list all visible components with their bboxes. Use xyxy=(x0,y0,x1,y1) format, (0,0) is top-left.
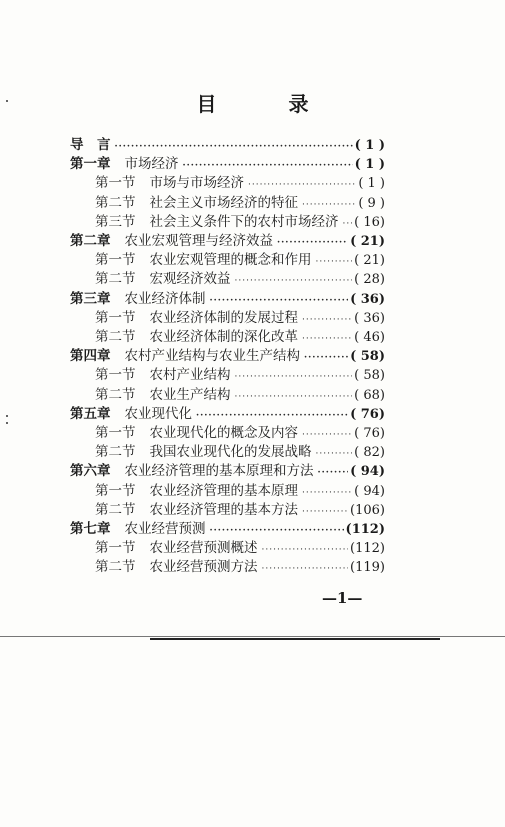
toc-entry-page: ( 16) xyxy=(354,214,385,230)
toc-entry-title: 我国农业现代化的发展战略 xyxy=(149,444,312,461)
toc-entry-page: (112) xyxy=(345,522,385,537)
toc-chapter-entry xyxy=(70,231,385,251)
toc-entry-title: 农业经营预测方法 xyxy=(149,559,258,576)
toc-entry-title: 社会主义条件下的农村市场经济 xyxy=(149,213,339,230)
toc-entry-page: ( 76) xyxy=(354,426,385,441)
toc-entry-page: ( 21) xyxy=(350,234,385,249)
toc-entry-label: 第一节 xyxy=(95,367,136,384)
toc-entry-title: 农业经济体制的深化改革 xyxy=(149,329,298,345)
page-number: —1— xyxy=(322,589,363,607)
toc-entry-label: 第一节 xyxy=(95,425,136,441)
toc-entry-label: 第六章 xyxy=(70,463,111,480)
toc-dot-leader xyxy=(262,559,349,579)
toc-entry-label: 第二章 xyxy=(70,233,111,249)
toc-entry-label: 第一节 xyxy=(95,309,136,326)
toc-entry-page: ( 36) xyxy=(354,310,385,326)
toc-entry-title: 农业经济管理的基本方法 xyxy=(149,501,298,518)
toc-entry-page: ( 94) xyxy=(354,483,385,499)
toc-entry-page: (106) xyxy=(350,502,385,518)
toc-entry-label: 导 言 xyxy=(70,137,111,153)
toc-entry-page: ( 94) xyxy=(350,464,385,480)
toc-entry-page: ( 28) xyxy=(354,272,385,288)
toc-entry-label: 第一节 xyxy=(95,252,136,269)
scan-speck xyxy=(6,422,8,424)
toc-entry-title: 农业生产结构 xyxy=(149,386,231,403)
toc-entry-label: 第三章 xyxy=(70,290,111,307)
bottom-rule-thin xyxy=(0,636,505,637)
toc-entry-label: 第二节 xyxy=(95,444,136,461)
toc-section-entry xyxy=(95,308,385,328)
toc-section-entry xyxy=(95,365,385,385)
toc-entry-page: ( 68) xyxy=(354,387,385,403)
toc-entry-label: 第四章 xyxy=(70,348,111,365)
toc-section-entry xyxy=(95,385,385,405)
toc-section-entry xyxy=(95,212,385,232)
toc-chapter-entry xyxy=(70,154,385,174)
toc-section-entry xyxy=(95,193,385,213)
toc-section-entry xyxy=(95,250,385,270)
toc-entry-title: 农业宏观管理的概念和作用 xyxy=(149,252,312,269)
toc-entry-title: 农业宏观管理与经济效益 xyxy=(124,233,273,249)
toc-entry-label: 第二节 xyxy=(95,501,136,518)
toc-section-entry xyxy=(95,173,385,193)
toc-entry-title: 农业经营预测概述 xyxy=(149,540,258,557)
toc-entry-label: 第二节 xyxy=(95,271,136,288)
toc-section-entry xyxy=(95,442,385,462)
toc-entry-title: 农业现代化的概念及内容 xyxy=(149,425,298,441)
toc-entry-title: 农业经济体制 xyxy=(124,290,206,307)
toc-entry-page: (119) xyxy=(350,560,385,576)
toc-entry-label: 第三节 xyxy=(95,213,136,230)
page-title: 目 录 xyxy=(196,92,335,116)
toc-entry-page: (112) xyxy=(350,541,385,557)
toc-entry-title: 农村产业结构与农业生产结构 xyxy=(124,348,300,365)
toc-entry-page: ( 1 ) xyxy=(354,157,385,173)
toc-entry-title: 农业经济管理的基本原理 xyxy=(149,482,298,499)
toc-entry-page: ( 21) xyxy=(354,253,385,269)
scan-speck xyxy=(6,415,8,417)
scan-speck xyxy=(6,100,8,102)
toc-entry-page: ( 58) xyxy=(354,368,385,384)
toc-entry-title: 农村产业结构 xyxy=(149,367,231,384)
toc-chapter-entry xyxy=(70,135,385,155)
toc-section-entry xyxy=(95,538,385,558)
toc-entry-title: 农业现代化 xyxy=(124,405,192,422)
toc-entry-label: 第五章 xyxy=(70,405,111,422)
toc-entry-title: 农业经济体制的发展过程 xyxy=(149,309,298,326)
toc-entry-page: ( 1 ) xyxy=(358,176,385,192)
toc-section-entry xyxy=(95,423,385,443)
toc-entry-page: ( 58) xyxy=(350,349,385,365)
toc-section-entry xyxy=(95,500,385,520)
toc-entry-label: 第二节 xyxy=(95,559,136,576)
toc-entry-page: ( 1 ) xyxy=(354,138,385,153)
toc-section-entry xyxy=(95,327,385,347)
toc-chapter-entry xyxy=(70,461,385,481)
toc-entry-label: 第一章 xyxy=(70,156,111,173)
toc-section-entry xyxy=(95,557,385,577)
toc-entry-title: 宏观经济效益 xyxy=(149,271,231,288)
toc-entry-title: 社会主义市场经济的特征 xyxy=(149,194,298,211)
toc-entry-label: 第一节 xyxy=(95,540,136,557)
toc-chapter-entry xyxy=(70,346,385,366)
toc-entry-title: 市场经济 xyxy=(124,156,179,173)
bottom-rule-thick xyxy=(150,638,440,640)
toc-entry-page: ( 9 ) xyxy=(358,195,385,211)
toc-entry-title: 农业经济管理的基本原理和方法 xyxy=(124,463,314,480)
toc-entry-page: ( 46) xyxy=(354,330,385,345)
toc-chapter-entry xyxy=(70,519,385,539)
toc-entry-label: 第二节 xyxy=(95,386,136,403)
toc-entry-title: 市场与市场经济 xyxy=(149,175,244,192)
toc-entry-label: 第七章 xyxy=(70,521,111,537)
toc-entry-page: ( 36) xyxy=(350,291,385,307)
toc-section-entry xyxy=(95,481,385,501)
toc-chapter-entry xyxy=(70,404,385,424)
toc-entry-title: 农业经营预测 xyxy=(124,521,206,537)
toc-entry-page: ( 82) xyxy=(354,445,385,461)
toc-entry-label: 第二节 xyxy=(95,329,136,345)
toc-entry-label: 第一节 xyxy=(95,175,136,192)
toc-entry-page: ( 76) xyxy=(350,406,385,422)
toc-entry-label: 第二节 xyxy=(95,194,136,211)
toc-entry-label: 第一节 xyxy=(95,482,136,499)
toc-chapter-entry xyxy=(70,289,385,309)
toc-section-entry xyxy=(95,269,385,289)
